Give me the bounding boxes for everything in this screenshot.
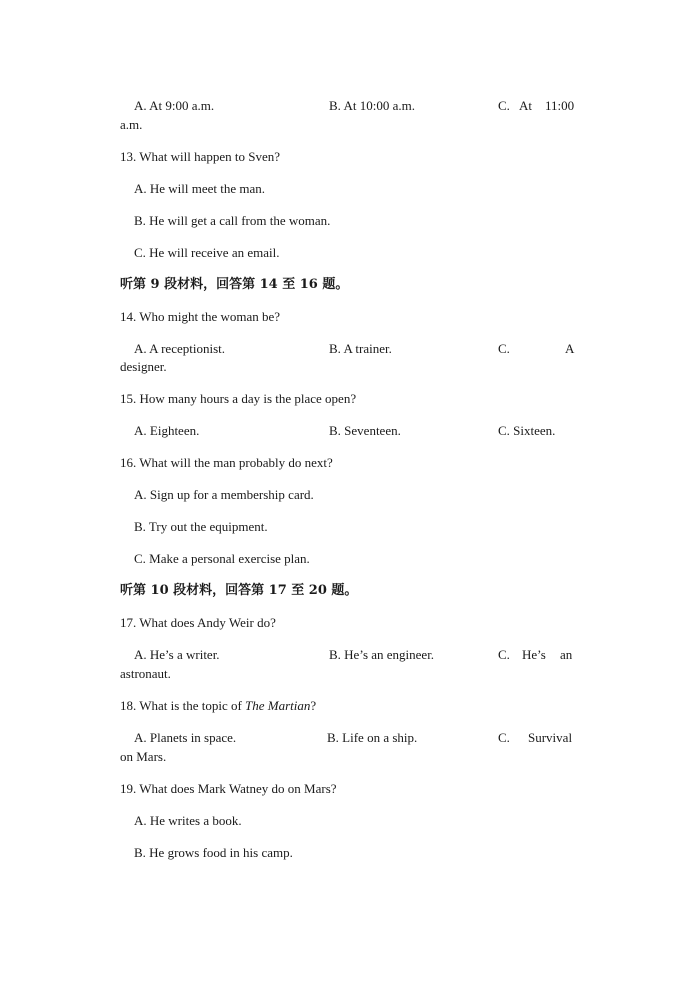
q14-option-c-wrap: designer.	[120, 359, 167, 374]
q12-option-a: A. At 9:00 a.m.	[134, 98, 215, 113]
q17-option-c-word2: an	[560, 647, 573, 662]
q17-option-c-wrap: astronaut.	[120, 666, 171, 681]
q13-option-c: C. He will receive an email.	[134, 245, 280, 260]
q19-stem: 19. What does Mark Watney do on Mars?	[120, 781, 337, 796]
q13-stem: 13. What will happen to Sven?	[120, 149, 281, 164]
q18-option-a: A. Planets in space.	[134, 730, 237, 745]
q12-option-c-letter: C.	[498, 98, 510, 113]
q18-option-b: B. Life on a ship.	[327, 730, 418, 745]
q14-option-a: A. A receptionist.	[134, 341, 225, 356]
q17-option-c-letter: C.	[498, 647, 510, 662]
section-9-heading: 听第 9 段材料，回答第 14 至 16 题。	[120, 277, 349, 292]
q15-stem: 15. How many hours a day is the place open?	[120, 391, 357, 406]
q19-option-a: A. He writes a book.	[134, 813, 242, 828]
q15-option-b: B. Seventeen.	[329, 423, 401, 438]
q15-option-a: A. Eighteen.	[134, 423, 200, 438]
q18-stem	[120, 698, 575, 714]
q16-stem: 16. What will the man probably do next?	[120, 455, 333, 470]
q18-option-c-word: Survival	[528, 730, 573, 745]
q17-option-a: A. He’s a writer.	[134, 647, 220, 662]
q14-stem: 14. Who might the woman be?	[120, 309, 281, 324]
q17-stem: 17. What does Andy Weir do?	[120, 615, 276, 630]
section-10-heading: 听第 10 段材料，回答第 17 至 20 题。	[120, 583, 358, 598]
q12-option-b: B. At 10:00 a.m.	[329, 98, 415, 113]
q18-stem-pre: 18. What is the topic of	[120, 698, 246, 713]
q18-stem-post: ?	[310, 698, 317, 713]
q16-option-b: B. Try out the equipment.	[134, 519, 268, 534]
q17-option-b: B. He’s an engineer.	[329, 647, 435, 662]
q13-option-a: A. He will meet the man.	[134, 181, 266, 196]
q19-option-b: B. He grows food in his camp.	[134, 845, 293, 860]
q13-option-b: B. He will get a call from the woman.	[134, 213, 331, 228]
q12-option-c-word1: At	[519, 98, 532, 113]
q14-option-b: B. A trainer.	[329, 341, 392, 356]
q18-stem-title: The Martian	[245, 698, 311, 713]
q15-option-c: C. Sixteen.	[498, 423, 556, 438]
q12-option-c-word2: 11:00	[545, 98, 575, 113]
q16-option-a: A. Sign up for a membership card.	[134, 487, 314, 502]
q18-option-c-letter: C.	[498, 730, 510, 745]
q12-option-c-wrap: a.m.	[120, 117, 143, 132]
q16-option-c: C. Make a personal exercise plan.	[134, 551, 310, 566]
q18-option-c-wrap: on Mars.	[120, 749, 167, 764]
q17-option-c-word1: He’s	[522, 647, 546, 662]
q14-option-c-word: A	[565, 341, 575, 356]
q14-option-c-letter: C.	[498, 341, 510, 356]
